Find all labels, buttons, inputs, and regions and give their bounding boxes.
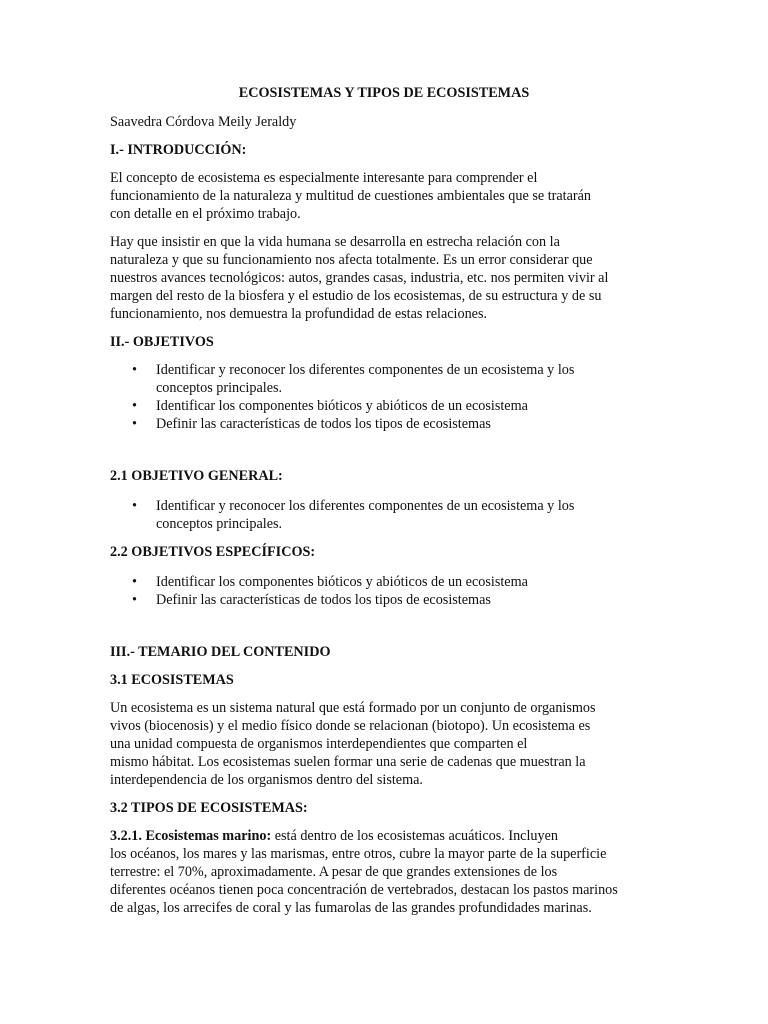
text-line: interdependencia de los organismos dentro del sistema. bbox=[110, 772, 423, 788]
text-line: nuestros avances tecnológicos: autos, grandes casas, industria, etc. nos permiten vivir al bbox=[110, 270, 609, 286]
objetivos-especificos-heading: 2.2 OBJETIVOS ESPECÍFICOS: bbox=[110, 544, 316, 560]
text-line: Hay que insistir en que la vida humana se desarrolla en estrecha relación con la bbox=[110, 234, 560, 250]
ecosistemas-paragraph bbox=[110, 699, 670, 789]
text-line: Definir las características de todos los tipos de ecosistemas bbox=[156, 416, 491, 432]
text-line: naturaleza y que su funcionamiento nos afecta totalmente. Es un error considerar que bbox=[110, 252, 593, 268]
objetivos-especificos-list bbox=[110, 573, 670, 609]
bullet-icon: • bbox=[132, 398, 137, 414]
bullet-icon: • bbox=[132, 574, 137, 590]
document-author: Saavedra Córdova Meily Jeraldy bbox=[110, 114, 297, 130]
text-line: terrestre: el 70%, aproximadamente. A pesar de que grandes extensiones de los bbox=[110, 864, 558, 880]
text-line: una unidad compuesta de organismos interdependientes que comparten el bbox=[110, 736, 528, 752]
text-line: conceptos principales. bbox=[156, 380, 283, 396]
ecosistemas-heading: 3.1 ECOSISTEMAS bbox=[110, 672, 234, 688]
text-line: funcionamiento, nos demuestra la profundidad de estas relaciones. bbox=[110, 306, 488, 322]
text-line: diferentes océanos tienen poca concentración de vertebrados, destacan los pastos marinos bbox=[110, 882, 618, 898]
document-title: ECOSISTEMAS Y TIPOS DE ECOSISTEMAS bbox=[238, 85, 530, 101]
text-line: El concepto de ecosistema es especialmente interesante para comprender el bbox=[110, 170, 538, 186]
bullet-icon: • bbox=[132, 498, 137, 514]
text-line: Identificar los componentes bióticos y abióticos de un ecosistema bbox=[156, 398, 528, 414]
intro-paragraph-2 bbox=[110, 233, 670, 323]
objetivos-list bbox=[110, 361, 670, 433]
list-item bbox=[110, 415, 670, 433]
text-line: Identificar y reconocer los diferentes componentes de un ecosistema y los bbox=[156, 362, 575, 378]
tipos-heading: 3.2 TIPOS DE ECOSISTEMAS: bbox=[110, 800, 308, 816]
document-page bbox=[110, 84, 670, 917]
list-item bbox=[110, 397, 670, 415]
text-line: Un ecosistema es un sistema natural que está formado por un conjunto de organismos bbox=[110, 700, 596, 716]
text-line: está dentro de los ecosistemas acuáticos. Incluyen bbox=[271, 828, 558, 844]
text-line: vivos (biocenosis) y el medio físico donde se relacionan (biotopo). Un ecosistema es bbox=[110, 718, 591, 734]
list-item bbox=[110, 573, 670, 591]
text-line: funcionamiento de la naturaleza y multitud de cuestiones ambientales que se tratarán bbox=[110, 188, 592, 204]
list-item bbox=[110, 591, 670, 609]
text-line: los océanos, los mares y las marismas, entre otros, cubre la mayor parte de la superficie bbox=[110, 846, 607, 862]
objetivos-heading: II.- OBJETIVOS bbox=[110, 334, 214, 350]
bullet-icon: • bbox=[132, 362, 137, 378]
text-line: margen del resto de la biosfera y el estudio de los ecosistemas, de su estructura y de su bbox=[110, 288, 602, 304]
text-line: Definir las características de todos los tipos de ecosistemas bbox=[156, 592, 491, 608]
text-line: de algas, los arrecifes de coral y las fumarolas de las grandes profundidades marinas. bbox=[110, 900, 592, 916]
text-line: Identificar los componentes bióticos y abióticos de un ecosistema bbox=[156, 574, 528, 590]
list-item bbox=[110, 497, 670, 533]
bullet-icon: • bbox=[132, 416, 137, 432]
list-item bbox=[110, 361, 670, 397]
intro-heading: I.- INTRODUCCIÓN: bbox=[110, 142, 247, 158]
text-line: mismo hábitat. Los ecosistemas suelen formar una serie de cadenas que muestran la bbox=[110, 754, 586, 770]
objetivo-general-list bbox=[110, 497, 670, 533]
text-line: con detalle en el próximo trabajo. bbox=[110, 206, 301, 222]
text-line: Identificar y reconocer los diferentes componentes de un ecosistema y los bbox=[156, 498, 575, 514]
temario-heading: III.- TEMARIO DEL CONTENIDO bbox=[110, 644, 331, 660]
marino-label: 3.2.1. Ecosistemas marino: bbox=[110, 828, 272, 844]
intro-paragraph-1 bbox=[110, 169, 670, 223]
objetivo-general-heading: 2.1 OBJETIVO GENERAL: bbox=[110, 468, 283, 484]
marino-paragraph bbox=[110, 827, 670, 917]
bullet-icon: • bbox=[132, 592, 137, 608]
text-line: conceptos principales. bbox=[156, 516, 283, 532]
